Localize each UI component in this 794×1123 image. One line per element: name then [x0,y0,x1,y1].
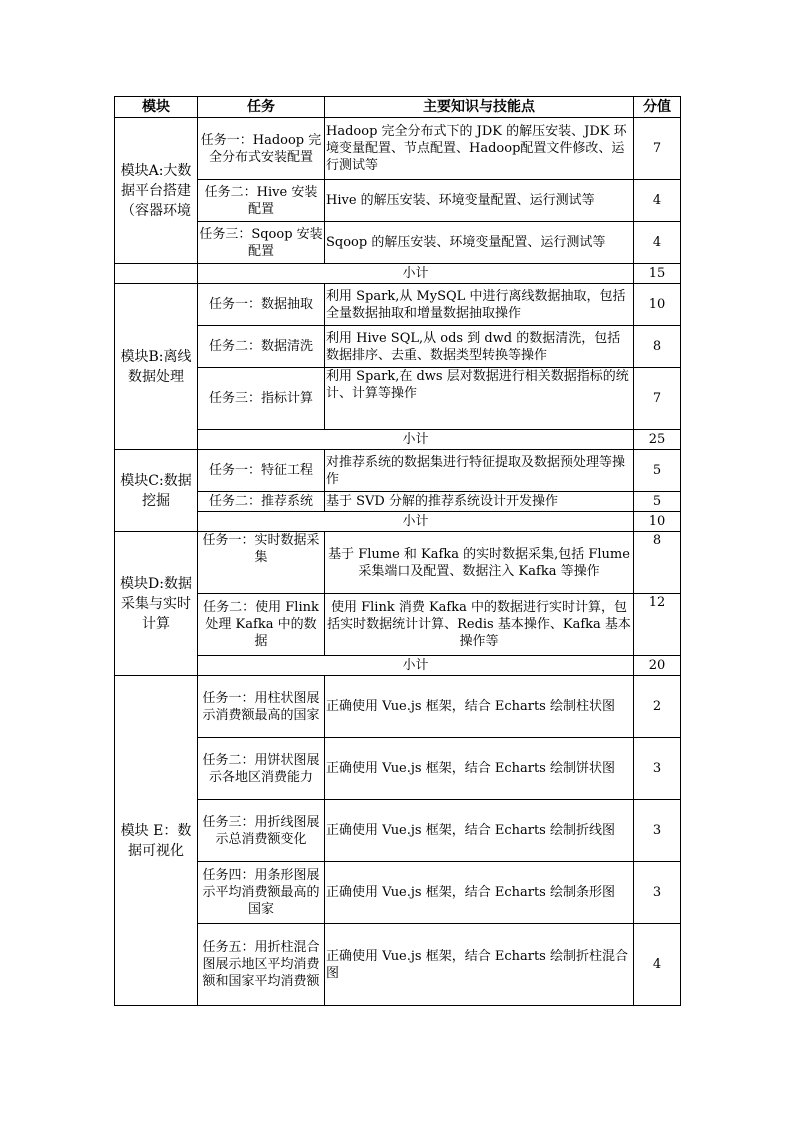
task-cell: 任务二：Hive 安装配置 [198,180,325,222]
subtotal-row [115,264,681,284]
table-row [115,676,681,738]
knowledge-cell: 利用 Hive SQL,从 ods 到 dwd 的数据清洗，包括数据排序、去重、数据类型转换等操作 [325,326,634,368]
knowledge-cell: 正确使用 Vue.js 框架，结合 Echarts 绘制折线图 [325,800,634,862]
score-cell: 5 [634,492,681,512]
knowledge-cell: 利用 Spark,从 MySQL 中进行离线数据抽取，包括全量数据抽取和增量数据抽取操作 [325,284,634,326]
subtotal-label: 小计 [198,430,634,450]
table-row [115,800,681,862]
score-cell: 8 [634,326,681,368]
score-cell: 12 [634,594,681,656]
subtotal-row [115,512,681,532]
module-d-name: 模块D:数据采集与实时计算 [115,532,198,676]
table-row [115,492,681,512]
table-row [115,924,681,1006]
score-cell: 4 [634,924,681,1006]
table-row [115,532,681,594]
task-cell: 任务三：用折线图展示总消费额变化 [198,800,325,862]
table-row [115,594,681,656]
subtotal-label: 小计 [198,264,634,284]
subtotal-label: 小计 [198,512,634,532]
module-c-name: 模块C:数据挖掘 [115,450,198,532]
subtotal-row [115,656,681,676]
knowledge-cell: Hadoop 完全分布式下的 JDK 的解压安装、JDK 环境变量配置、节点配置、Hadoop配置文件修改、运行测试等 [325,118,634,180]
task-cell: 任务二：推荐系统 [198,492,325,512]
task-cell: 任务一：特征工程 [198,450,325,492]
score-cell: 7 [634,368,681,430]
subtotal-value: 10 [634,512,681,532]
knowledge-cell: 使用 Flink 消费 Kafka 中的数据进行实时计算，包括实时数据统计计算、Redis 基本操作、Kafka 基本操作等 [325,594,634,656]
task-cell: 任务二：使用 Flink 处理 Kafka 中的数据 [198,594,325,656]
header-score: 分值 [634,97,681,118]
score-cell: 5 [634,450,681,492]
task-cell: 任务三：Sqoop 安装配置 [198,222,325,264]
module-a-name: 模块A:大数据平台搭建（容器环境 [115,118,198,264]
table-row [115,326,681,368]
score-cell: 4 [634,180,681,222]
table-row [115,368,681,430]
knowledge-cell: 基于 SVD 分解的推荐系统设计开发操作 [325,492,634,512]
score-cell: 2 [634,676,681,738]
table-row [115,118,681,180]
task-cell: 任务一：实时数据采集 [198,532,325,594]
knowledge-cell: Hive 的解压安装、环境变量配置、运行测试等 [325,180,634,222]
task-cell: 任务二：用饼状图展示各地区消费能力 [198,738,325,800]
subtotal-value: 25 [634,430,681,450]
knowledge-cell: 利用 Spark,在 dws 层对数据进行相关数据指标的统计、计算等操作 [325,368,634,430]
table-row [115,738,681,800]
knowledge-cell: 正确使用 Vue.js 框架，结合 Echarts 绘制折柱混合图 [325,924,634,1006]
header-module: 模块 [115,97,198,118]
task-cell: 任务二：数据清洗 [198,326,325,368]
knowledge-cell: 对推荐系统的数据集进行特征提取及数据预处理等操作 [325,450,634,492]
score-cell: 3 [634,862,681,924]
subtotal-value: 15 [634,264,681,284]
skills-score-table [114,96,681,1006]
header-knowledge: 主要知识与技能点 [325,97,634,118]
knowledge-cell: 正确使用 Vue.js 框架，结合 Echarts 绘制条形图 [325,862,634,924]
module-e-name: 模块 E：数据可视化 [115,676,198,1006]
table-row [115,450,681,492]
task-cell: 任务四：用条形图展示平均消费额最高的国家 [198,862,325,924]
header-task: 任务 [198,97,325,118]
score-cell: 3 [634,800,681,862]
score-cell: 4 [634,222,681,264]
subtotal-row [115,430,681,450]
knowledge-cell: 正确使用 Vue.js 框架，结合 Echarts 绘制柱状图 [325,676,634,738]
knowledge-cell: 正确使用 Vue.js 框架，结合 Echarts 绘制饼状图 [325,738,634,800]
score-cell: 10 [634,284,681,326]
task-cell: 任务一：Hadoop 完全分布式安装配置 [198,118,325,180]
task-cell: 任务一：数据抽取 [198,284,325,326]
subtotal-value: 20 [634,656,681,676]
table-row [115,180,681,222]
score-cell: 7 [634,118,681,180]
table-row [115,284,681,326]
score-cell: 8 [634,532,681,594]
table-row [115,862,681,924]
table-row [115,222,681,264]
score-cell: 3 [634,738,681,800]
knowledge-cell: Sqoop 的解压安装、环境变量配置、运行测试等 [325,222,634,264]
module-b-name: 模块B:离线数据处理 [115,284,198,450]
knowledge-cell: 基于 Flume 和 Kafka 的实时数据采集,包括 Flume 采集端口及配置、数据注入 Kafka 等操作 [325,532,634,594]
subtotal-label: 小计 [198,656,634,676]
task-cell: 任务五：用折柱混合图展示地区平均消费额和国家平均消费额 [198,924,325,1006]
header-row [115,97,681,118]
task-cell: 任务一：用柱状图展示消费额最高的国家 [198,676,325,738]
task-cell: 任务三：指标计算 [198,368,325,430]
